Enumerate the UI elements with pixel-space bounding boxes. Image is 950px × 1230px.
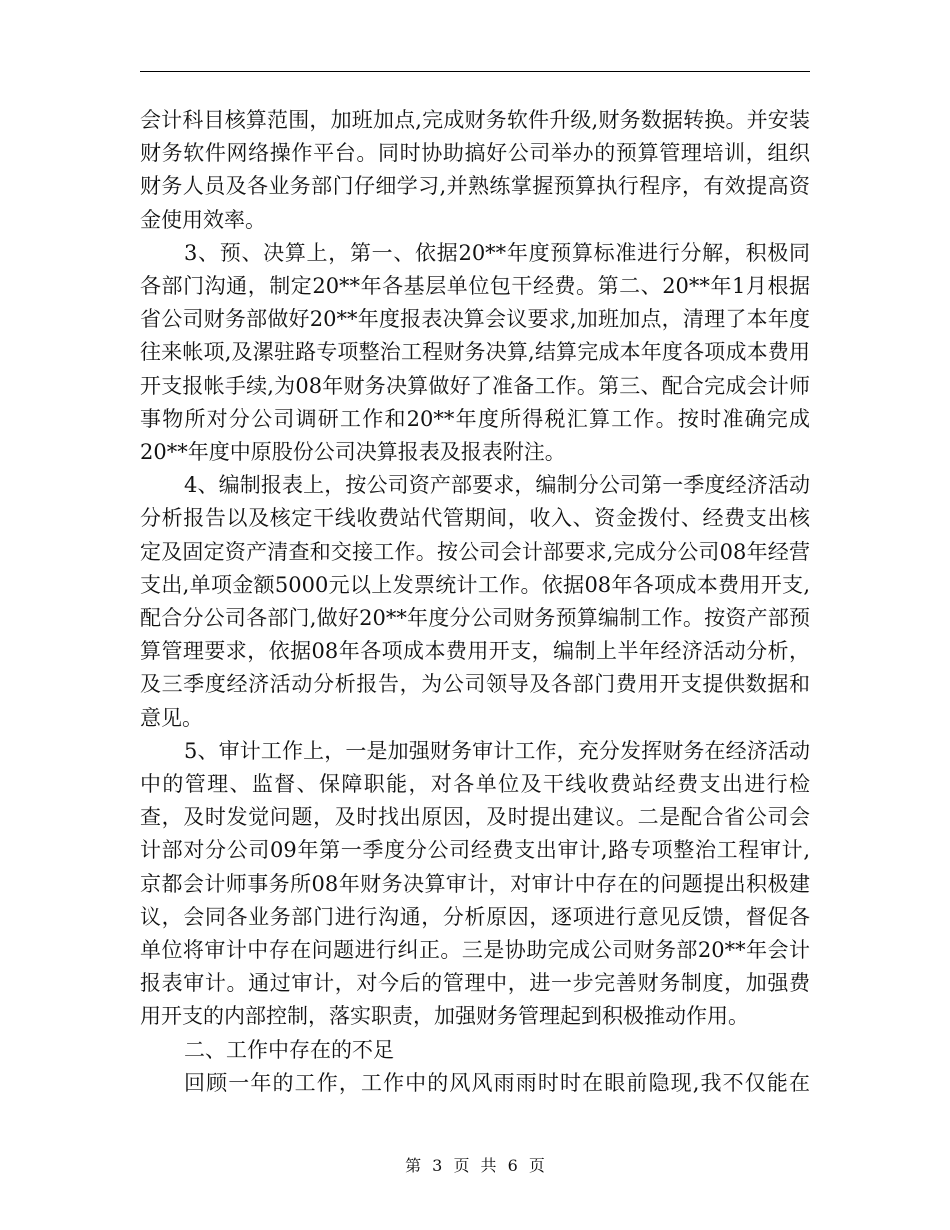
paragraph-reports: 4、编制报表上，按公司资产部要求，编制分公司第一季度经济活动分析报告以及核定干线收费站代管期间，收入、资金拨付、经费支出核定及固定资产清查和交接工作。按公司会计部要求,完成分公司08年经营支出,单项金额5000元以上发票统计工作。依据08年各项成本费用开支,配合分公司各部门,做好20**年度分公司财务预算编制工作。按资产部预算管理要求，依据08年各项成本费用开支，编制上半年经济活动分析，及三季度经济活动分析报告，为公司领导及各部门费用开支提供数据和意见。 bbox=[140, 473, 810, 730]
header-rule bbox=[140, 71, 810, 72]
paragraph-audit: 5、审计工作上，一是加强财务审计工作，充分发挥财务在经济活动中的管理、监督、保障职能，对各单位及干线收费站经费支出进行检查，及时发觉问题，及时找出原因，及时提出建议。二是配合省公司会计部对分公司09年第一季度分公司经费支出审计,路专项整治工程审计,京都会计师事务所08年财务决算审计，对审计中存在的问题提出积极建议，会同各业务部门进行沟通，分析原因，逐项进行意见反馈，督促各单位将审计中存在问题进行纠正。三是协助完成公司财务部20**年会计报表审计。通过审计，对今后的管理中，进一步完善财务制度，加强费用开支的内部控制，落实职责，加强财务管理起到积极推动作用。 bbox=[140, 738, 810, 1029]
paragraph-continuation: 会计科目核算范围，加班加点,完成财务软件升级,财务数据转换。并安装财务软件网络操作平台。同时协助搞好公司举办的预算管理培训，组织财务人员及各业务部门仔细学习,并熟练掌握预算执行程序，有效提高资金使用效率。 bbox=[140, 108, 810, 232]
section-heading-shortcomings: 二、工作中存在的不足 bbox=[184, 1037, 394, 1062]
paragraph-budget: 3、预、决算上，第一、依据20**年度预算标准进行分解，积极同各部门沟通，制定20**年各基层单位包干经费。第二、20**年1月根据省公司财务部做好20**年度报表决算会议要求,加班加点，清理了本年度往来帐项,及漯驻路专项整治工程财务决算,结算完成本年度各项成本费用开支报帐手续,为08年财务决算做好了准备工作。第三、配合完成会计师事物所对分公司调研工作和20**年度所得税汇算工作。按时准确完成20**年度中原股份公司决算报表及报表附注。 bbox=[140, 240, 810, 465]
document-body bbox=[140, 104, 810, 1100]
paragraph-review: 回顾一年的工作，工作中的风风雨雨时时在眼前隐现,我不仅能在 bbox=[184, 1070, 810, 1095]
page-number: 第 3 页 共 6 页 bbox=[405, 1156, 545, 1175]
